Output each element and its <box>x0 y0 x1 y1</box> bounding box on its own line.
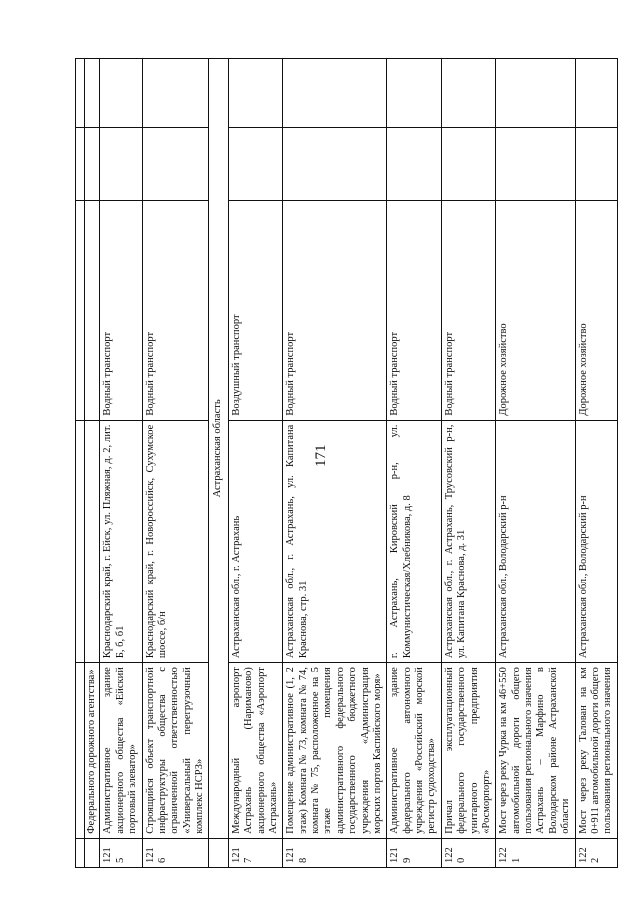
row-number: 1217 <box>228 838 283 867</box>
empty-cell <box>228 59 283 128</box>
object-type: Водный транспорт <box>142 201 209 420</box>
row-number: 1215 <box>100 838 142 867</box>
object-address: Астраханская обл., г. Астрахань <box>228 420 283 662</box>
object-name: Мост через реку Чурка на км 46+550 автомобильной дороги общего пользования регионального значения Астрахань – Марфино в Володарском районе Астраханской области <box>496 663 575 839</box>
row-number: 1218 <box>283 838 387 867</box>
object-address: Астраханская обл., г. Астрахань, ул. Капитана Краснова, стр. 31 <box>283 420 387 662</box>
empty-cell <box>496 59 575 128</box>
object-type: Водный транспорт <box>387 201 442 420</box>
table-row <box>283 59 387 868</box>
empty-cell <box>283 59 387 128</box>
page-number: 171 <box>313 444 329 467</box>
row-number: 1216 <box>142 838 209 867</box>
object-type: Дорожное хозяйство <box>496 201 575 420</box>
object-name: Причал эксплуатационный федерального государственного унитарного предприятия «Росморпорт» <box>441 663 496 839</box>
rotated-table-container <box>75 58 614 868</box>
empty-cell <box>496 128 575 201</box>
object-name: Помещение административное (1, 2 этаж) Комната № 73, комната № 74, комната № 75, расположенное на 5 этаже помещения административного федерального государственного бюджетного учреждения «Администрация морских портов Каспийского моря» <box>283 663 387 839</box>
object-address: Астраханская обл., Володарский р-н <box>575 420 617 662</box>
object-address: Астраханская обл., Володарский р-н <box>496 420 575 662</box>
empty-cell <box>100 128 142 201</box>
continued-text: Федерального дорожного агентства» <box>85 663 100 839</box>
object-address: Краснодарский край, г. Новороссийск, Сухумское шоссе, б/н <box>142 420 209 662</box>
table-row <box>387 59 442 868</box>
object-name: Мост через реку Талован на км 0+911 автомобильной дороги общего пользования регионального значения <box>575 663 617 839</box>
object-type: Воздушный транспорт <box>228 201 283 420</box>
object-address: Астраханская обл., г. Астрахань, Трусовский р-н, ул. Капитана Краснова, д. 31 <box>441 420 496 662</box>
empty-cell <box>387 128 442 201</box>
table-sheet <box>75 58 614 868</box>
table-row <box>100 59 142 868</box>
empty-cell <box>228 128 283 201</box>
table-row <box>228 59 283 868</box>
table-row <box>142 59 209 868</box>
empty-cell <box>441 59 496 128</box>
object-type: Водный транспорт <box>100 201 142 420</box>
empty-cell <box>441 128 496 201</box>
object-name: Международный аэропорт Астрахань (Нариманово) акционерного общества «Аэропорт Астрахань» <box>228 663 283 839</box>
row-number: 1221 <box>496 838 575 867</box>
table-row <box>575 59 617 868</box>
object-address: г. Астрахань, Кировский р-н, ул. Коммунистическая/Хлебникова, д. 8 <box>387 420 442 662</box>
object-name: Строящийся объект транспортной инфраструктуры общества с ограниченной ответственностью «Универсальный перегрузочный комплекс НСРЗ» <box>142 663 209 839</box>
object-type: Дорожное хозяйство <box>575 201 617 420</box>
row-number: 1222 <box>575 838 617 867</box>
object-name: Административное здание федерального автономного учреждения «Российский морской регистр судоходства» <box>387 663 442 839</box>
object-address: Краснодарский край, г. Ейск, ул. Пляжная, д. 2, лит. Б, б, б1 <box>100 420 142 662</box>
continued-row <box>85 59 100 868</box>
empty-cell <box>142 128 209 201</box>
empty-cell <box>387 59 442 128</box>
row-number: 1220 <box>441 838 496 867</box>
object-type: Водный транспорт <box>441 201 496 420</box>
empty-cell <box>575 59 617 128</box>
row-number: 1219 <box>387 838 442 867</box>
table-row <box>496 59 575 868</box>
empty-cell <box>209 838 228 867</box>
region-row <box>209 59 228 868</box>
objects-table <box>75 58 618 868</box>
object-name: Административное здание акционерного общества «Ейский портовый элеватор» <box>100 663 142 839</box>
table-top-stub <box>76 59 85 868</box>
empty-cell <box>575 128 617 201</box>
object-type: Водный транспорт <box>283 201 387 420</box>
empty-cell <box>142 59 209 128</box>
empty-cell <box>283 128 387 201</box>
region-heading: Астраханская область <box>209 59 228 839</box>
table-row <box>441 59 496 868</box>
empty-cell <box>100 59 142 128</box>
